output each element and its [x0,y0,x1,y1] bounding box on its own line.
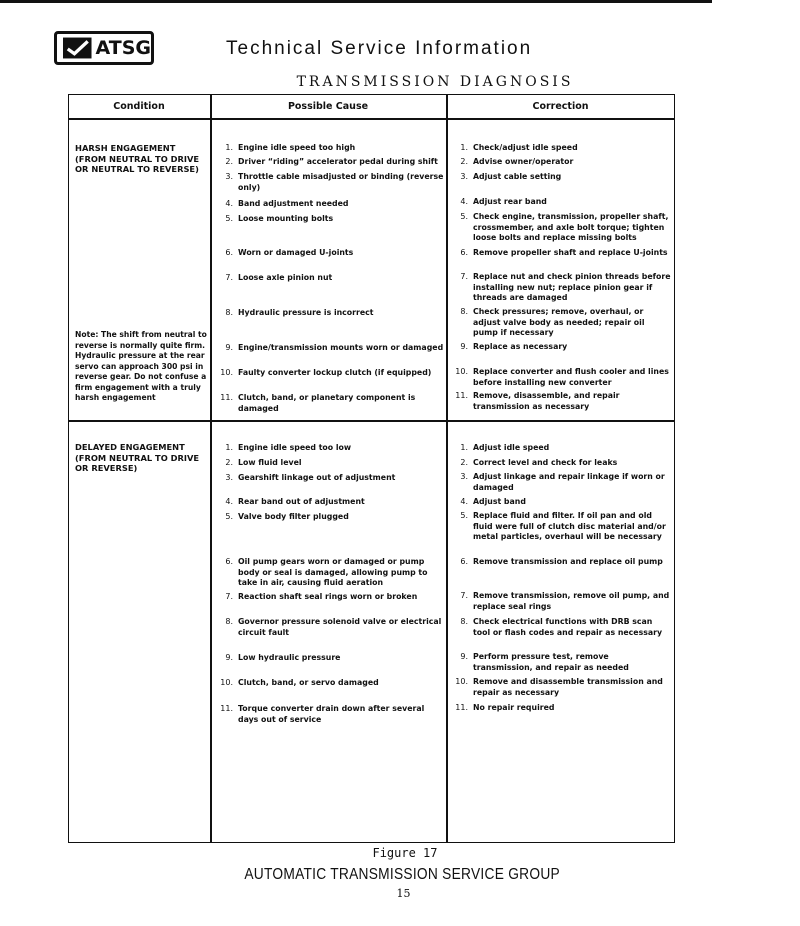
correction-item [453,617,671,638]
item-number: 6. [460,248,468,257]
item-number: 9. [460,342,468,351]
item-number: 1. [225,143,233,152]
correction-item-text: Remove and disassemble transmission and repair as necessary [473,677,663,697]
correction-item-text: Correct level and check for leaks [473,458,618,467]
item-number: 6. [460,557,468,566]
correction-item [453,443,671,454]
item-number: 1. [460,443,468,452]
possible-cause-item-text: Reaction shaft seal rings worn or broken [238,592,418,601]
page-number: 15 [396,887,411,900]
page-title: Technical Service Information [226,38,533,59]
item-number: 4. [225,199,233,208]
possible-cause-item [218,497,446,508]
possible-cause-item-text: Clutch, band, or servo damaged [238,678,379,687]
correction-item-text: Perform pressure test, remove transmission, and repair as needed [473,652,629,672]
correction-item [453,172,671,183]
possible-cause-item-text: Engine idle speed too low [238,443,352,452]
item-number: 10. [455,677,468,686]
item-number: 8. [460,617,468,626]
item-number: 6. [225,557,233,566]
correction-item [453,652,671,673]
correction-item-text: Check pressures; remove, overhaul, or adjust valve body as needed; repair oil pump if necessary [473,307,645,337]
possible-cause-item-text: Faulty converter lockup clutch (if equipped) [238,368,432,377]
item-number: 10. [455,367,468,376]
column-divider [446,94,448,843]
possible-cause-item [218,273,446,284]
correction-item-text: Adjust linkage and repair linkage if worn or damaged [473,472,665,492]
item-number: 4. [225,497,233,506]
correction-item-text: Check/adjust idle speed [473,143,578,152]
possible-cause-item-text: Loose mounting bolts [238,214,334,223]
correction-item [453,591,671,612]
correction-item-text: No repair required [473,703,555,712]
possible-cause-item-text: Hydraulic pressure is incorrect [238,308,374,317]
item-number: 3. [460,172,468,181]
correction-item [453,497,671,508]
possible-cause-item-text: Band adjustment needed [238,199,349,208]
item-number: 7. [225,592,233,601]
correction-item [453,143,671,154]
correction-item [453,458,671,469]
possible-cause-item [218,473,446,484]
correction-item [453,157,671,168]
possible-cause-item-text: Clutch, band, or planetary component is damaged [238,393,416,413]
possible-cause-item [218,214,446,225]
possible-cause-item-text: Engine/transmission mounts worn or damaged [238,343,444,352]
header-divider [68,118,675,120]
possible-cause-item-text: Gearshift linkage out of adjustment [238,473,396,482]
correction-item [453,342,671,353]
possible-cause-item-text: Loose axle pinion nut [238,273,333,282]
item-number: 3. [460,472,468,481]
item-number: 5. [225,214,233,223]
correction-item-text: Check engine, transmission, propeller shaft, crossmember, and axle bolt torque; tighten loose bolts and replace missing bolts [473,212,669,242]
correction-item [453,557,671,568]
correction-item-text: Replace as necessary [473,342,568,351]
correction-item-text: Remove propeller shaft and replace U-joints [473,248,668,257]
possible-cause-item [218,443,446,454]
item-number: 1. [225,443,233,452]
item-number: 8. [225,308,233,317]
possible-cause-item [218,172,446,193]
correction-item-text: Replace nut and check pinion threads before installing new nut; replace pinion gear if threads are damaged [473,272,671,302]
item-number: 10. [220,678,233,687]
possible-cause-item-text: Governor pressure solenoid valve or electrical circuit fault [238,617,442,637]
possible-cause-item [218,617,446,638]
possible-cause-item [218,592,446,603]
item-number: 11. [455,391,468,400]
correction-item [453,472,671,493]
correction-item-text: Remove transmission, remove oil pump, and replace seal rings [473,591,670,611]
item-number: 7. [460,591,468,600]
correction-item [453,248,671,259]
correction-item [453,703,671,714]
possible-cause-item-text: Engine idle speed too high [238,143,356,152]
correction-item-text: Replace converter and flush cooler and lines before installing new converter [473,367,669,387]
column-header-condition: Condition [113,101,165,112]
item-number: 9. [225,343,233,352]
possible-cause-item-text: Throttle cable misadjusted or binding (reverse only) [238,172,444,192]
possible-cause-item-text: Torque converter drain down after several days out of service [238,704,425,724]
item-number: 2. [225,157,233,166]
item-number: 8. [225,617,233,626]
possible-cause-item-text: Low hydraulic pressure [238,653,341,662]
correction-item [453,197,671,208]
correction-item-text: Check electrical functions with DRB scan tool or flash codes and repair as necessary [473,617,663,637]
correction-item-text: Adjust idle speed [473,443,550,452]
atsg-logo [54,31,154,65]
correction-item-text: Adjust band [473,497,526,506]
correction-item-text: Remove, disassemble, and repair transmission as necessary [473,391,620,411]
column-header-correction: Correction [532,101,589,112]
item-number: 3. [225,172,233,181]
possible-cause-item-text: Driver “riding” accelerator pedal during shift [238,157,438,166]
correction-item [453,212,671,244]
item-number: 2. [460,157,468,166]
item-number: 3. [225,473,233,482]
item-number: 9. [460,652,468,661]
item-number: 2. [460,458,468,467]
item-number: 5. [460,212,468,221]
correction-item [453,391,671,412]
harsh-engagement-note: Note: The shift from neutral to reverse is normally quite firm. Hydraulic pressure at the rear servo can approach 300 psi in reverse gear. Do not confuse a firm engagement with a truly harsh engagement [75,330,207,402]
item-number: 7. [225,273,233,282]
possible-cause-item [218,308,446,319]
possible-cause-item-text: Low fluid level [238,458,302,467]
item-number: 11. [220,704,233,713]
possible-cause-item-text: Worn or damaged U-joints [238,248,354,257]
item-number: 2. [225,458,233,467]
item-number: 6. [225,248,233,257]
condition-harsh-engagement: HARSH ENGAGEMENT (FROM NEUTRAL TO DRIVE OR NEUTRAL TO REVERSE) [75,143,200,174]
possible-cause-item [218,704,446,725]
possible-cause-item [218,368,446,379]
correction-item-text: Replace fluid and filter. If oil pan and old fluid were full of clutch disc material and/or metal particles, overhaul will be necessary [473,511,666,541]
column-divider [210,94,212,843]
possible-cause-item [218,557,446,589]
correction-item [453,511,671,543]
item-number: 4. [460,197,468,206]
section-divider [68,420,675,422]
possible-cause-item-text: Valve body filter plugged [238,512,349,521]
item-number: 9. [225,653,233,662]
figure-caption: Figure 17 [372,846,438,860]
atsg-check-flag-icon [63,37,92,59]
item-number: 1. [460,143,468,152]
item-number: 8. [460,307,468,316]
possible-cause-item [218,343,446,354]
possible-cause-item-text: Rear band out of adjustment [238,497,365,506]
correction-item [453,367,671,388]
correction-item-text: Advise owner/operator [473,157,574,166]
possible-cause-item [218,393,446,414]
correction-item-text: Adjust cable setting [473,172,562,181]
organization-name: AUTOMATIC TRANSMISSION SERVICE GROUP [244,866,560,883]
item-number: 11. [455,703,468,712]
condition-delayed-engagement: DELAYED ENGAGEMENT (FROM NEUTRAL TO DRIVE OR REVERSE) [75,442,200,473]
item-number: 4. [460,497,468,506]
possible-cause-item [218,143,446,154]
item-number: 11. [220,393,233,402]
possible-cause-item [218,157,446,168]
item-number: 10. [220,368,233,377]
possible-cause-item [218,512,446,523]
correction-item [453,272,671,304]
item-number: 5. [225,512,233,521]
correction-item-text: Remove transmission and replace oil pump [473,557,663,566]
logo-text: ATSG [95,37,151,59]
possible-cause-item-text: Oil pump gears worn or damaged or pump body or seal is damaged, allowing pump to take in air, causing fluid aeration [238,557,428,587]
correction-item-text: Adjust rear band [473,197,547,206]
document-title: TRANSMISSION DIAGNOSIS [296,74,574,90]
item-number: 7. [460,272,468,281]
possible-cause-item [218,458,446,469]
correction-item [453,677,671,698]
possible-cause-item [218,653,446,664]
correction-item [453,307,671,339]
possible-cause-item [218,199,446,210]
possible-cause-item [218,678,446,689]
column-header-possible-cause: Possible Cause [287,101,369,112]
possible-cause-item [218,248,446,259]
top-rule [0,0,712,3]
item-number: 5. [460,511,468,520]
